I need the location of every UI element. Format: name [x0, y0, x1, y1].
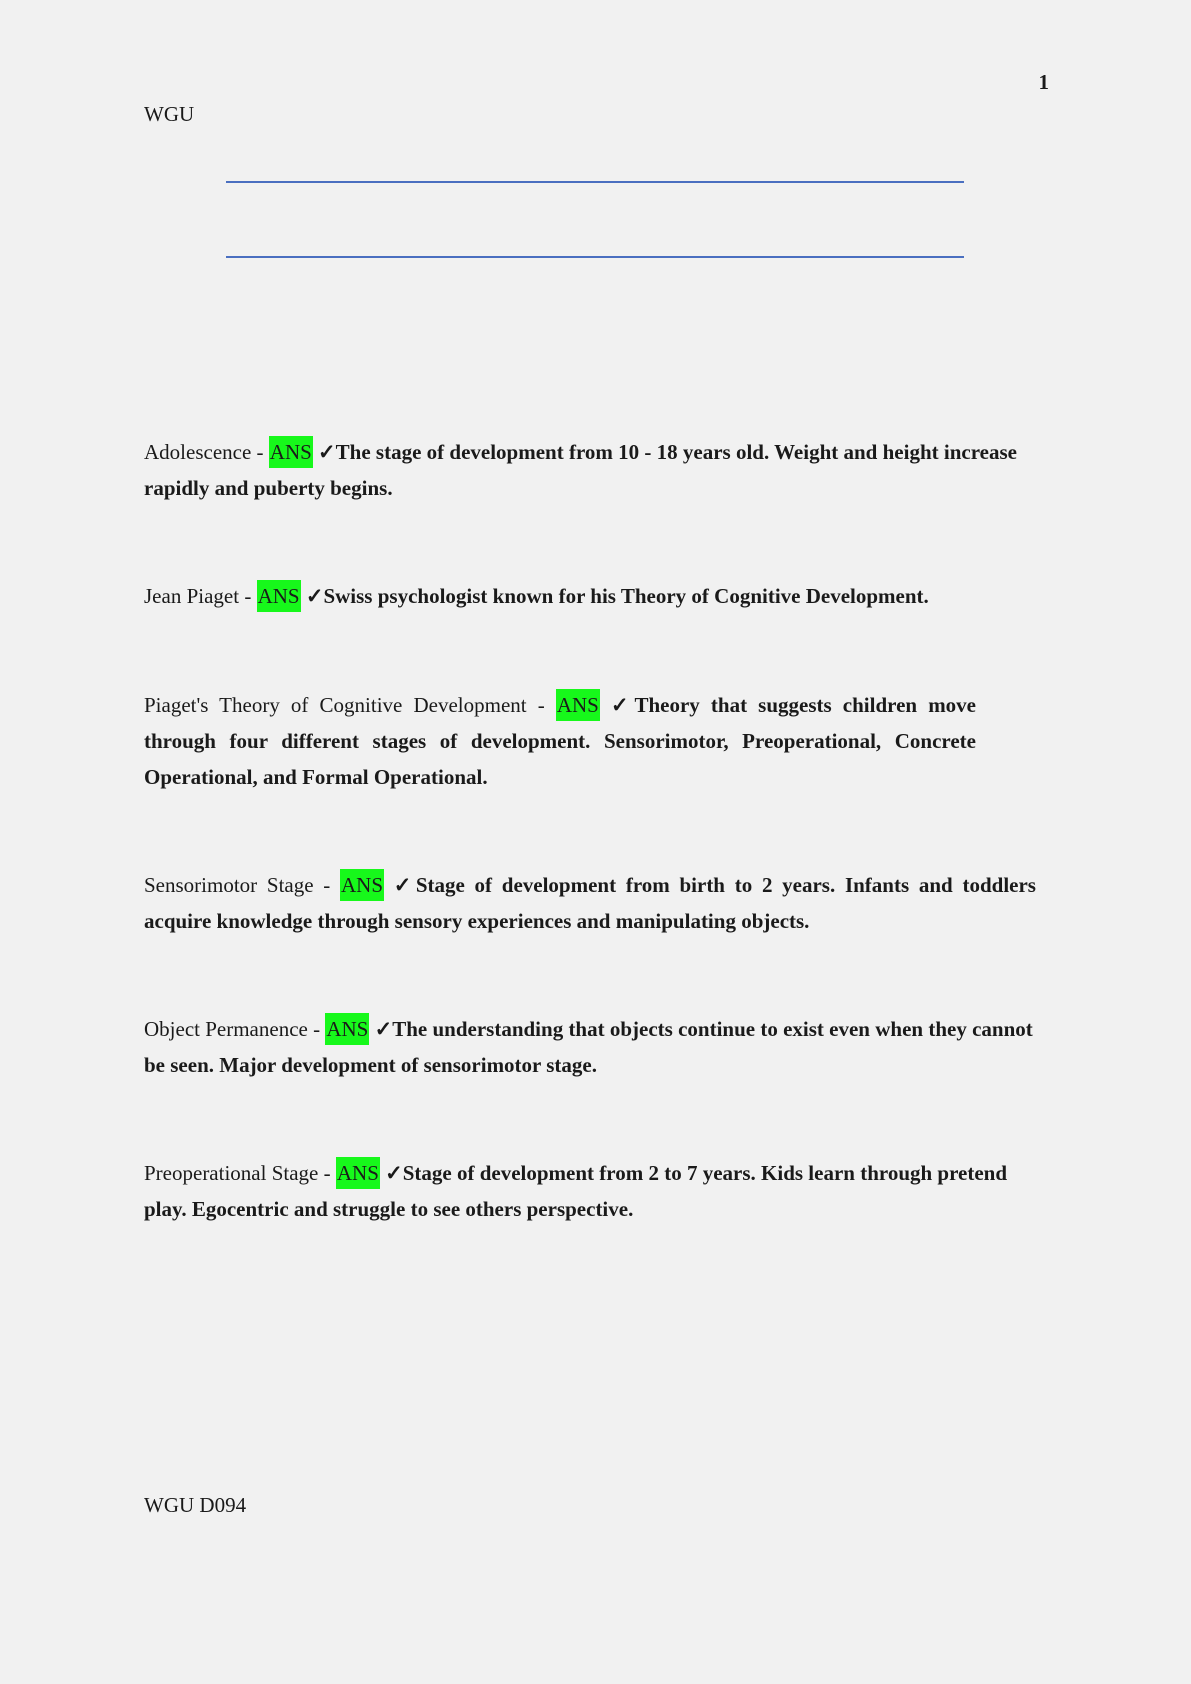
separator: - [307, 1017, 326, 1041]
answer-marker: ANS [556, 689, 600, 721]
definition: The understanding that objects continue to exist even when they cannot be seen. Major development of sensorimotor stage. [144, 1017, 1033, 1077]
check-icon: ✓ [305, 584, 324, 608]
title-rule-bottom [226, 256, 964, 258]
separator: - [526, 693, 556, 717]
check-icon: ✓ [374, 1017, 393, 1041]
flashcard-entry [144, 434, 1036, 506]
check-icon: ✓ [393, 873, 416, 897]
separator: - [318, 1161, 336, 1185]
page-number: 1 [1038, 70, 1049, 94]
answer-marker: ANS [257, 580, 301, 612]
answer-marker: ANS [336, 1157, 380, 1189]
flashcard-entry [144, 1155, 1036, 1227]
definition: Stage of development from birth to 2 years. Infants and toddlers acquire knowledge through sensory experiences and manipulating objects. [144, 873, 1036, 933]
header-label: WGU [144, 102, 195, 126]
definition: Theory that suggests children move through four different stages of development. Sensorimotor, Preoperational, Concrete Operational, and Formal Operational. [144, 693, 977, 789]
flashcard-entry [144, 578, 1036, 614]
check-icon: ✓ [385, 1161, 403, 1185]
separator: - [239, 584, 257, 608]
answer-marker: ANS [340, 869, 384, 901]
check-icon: ✓ [610, 693, 635, 717]
term: Adolescence [144, 440, 252, 464]
flashcard-entry [144, 687, 976, 795]
term: Preoperational Stage [144, 1161, 319, 1185]
answer-marker: ANS [269, 436, 313, 468]
flashcard-list [144, 434, 1036, 1227]
flashcard-entry [144, 867, 1036, 939]
term: Jean Piaget [144, 584, 240, 608]
title-rule-top [226, 181, 964, 183]
flashcard-entry [144, 1011, 1036, 1083]
definition: Swiss psychologist known for his Theory of Cognitive Development. [323, 584, 929, 608]
definition: Stage of development from 2 to 7 years. Kids learn through pretend play. Egocentric and struggle to see others perspective. [144, 1161, 1008, 1221]
term: Sensorimotor Stage [144, 873, 314, 897]
check-icon: ✓ [318, 440, 336, 464]
answer-marker: ANS [325, 1013, 369, 1045]
separator: - [313, 873, 340, 897]
separator: - [251, 440, 269, 464]
footer-label: WGU D094 [144, 1493, 247, 1517]
definition: The stage of development from 10 - 18 years old. Weight and height increase rapidly and puberty begins. [144, 440, 1017, 500]
term: Piaget's Theory of Cognitive Development [144, 693, 527, 717]
term: Object Permanence [144, 1017, 308, 1041]
